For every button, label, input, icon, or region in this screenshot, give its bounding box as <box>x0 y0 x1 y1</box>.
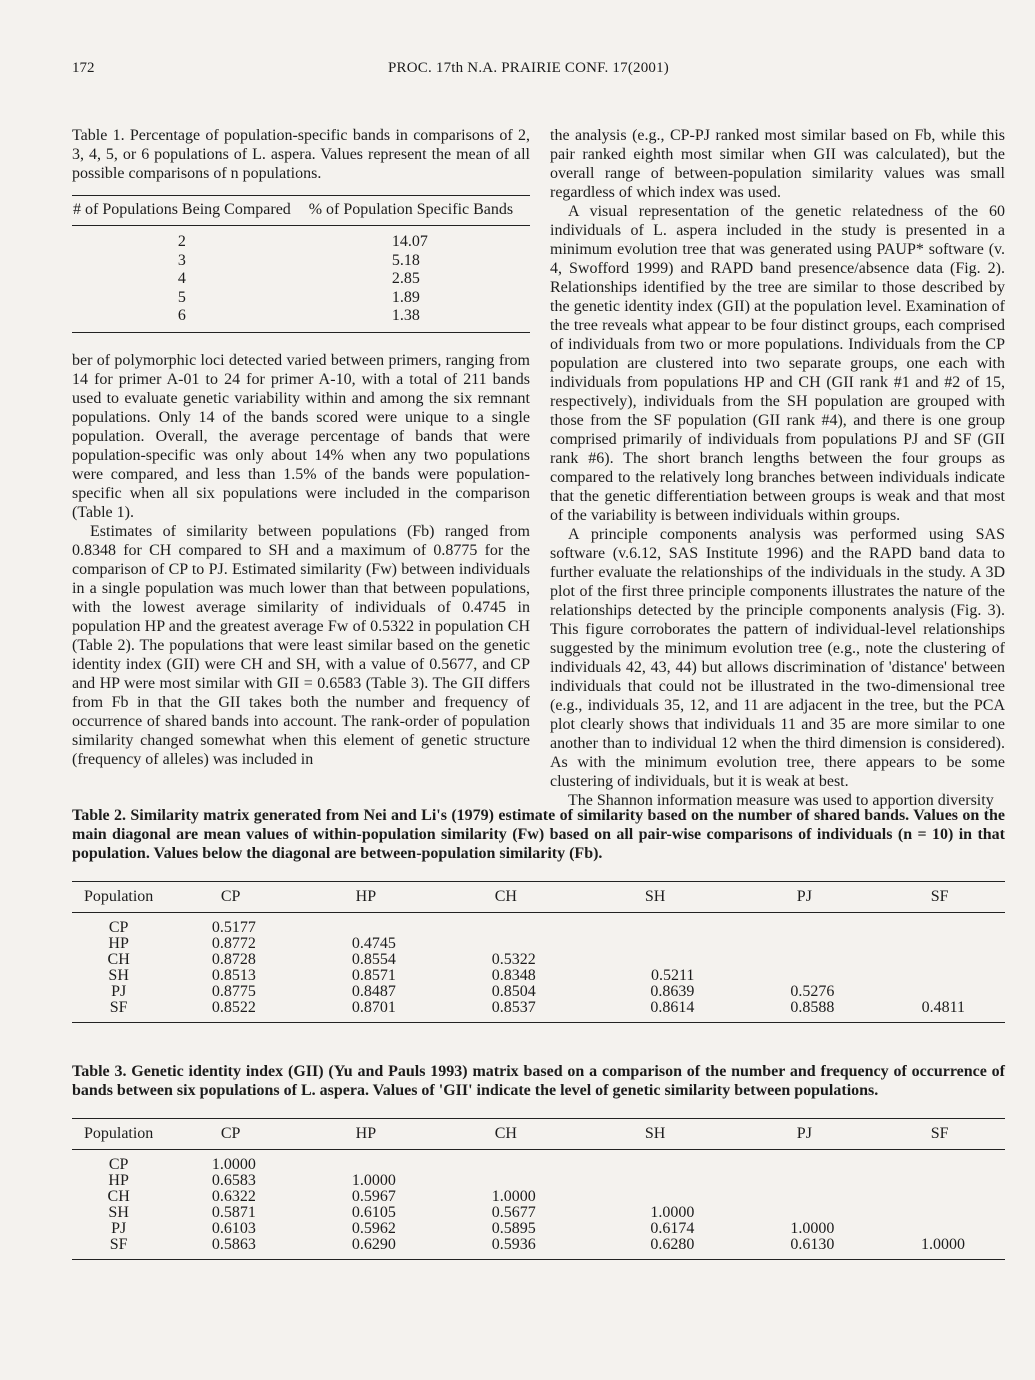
table3-row-label: SH <box>108 1204 129 1221</box>
right-column <box>550 126 1005 810</box>
table3-cell: 0.6583 <box>211 1172 256 1189</box>
table3-cell: 0.6105 <box>351 1204 396 1221</box>
table3-cell <box>576 1150 735 1174</box>
table3-cell <box>734 1150 874 1174</box>
table3-row-label: CP <box>108 1156 129 1173</box>
table2-cell: 0.8348 <box>491 967 536 984</box>
table2-row-label: PJ <box>111 983 127 1000</box>
table2-cell <box>874 984 1005 1000</box>
table3-cell: 0.6174 <box>650 1220 695 1237</box>
table-row <box>72 1150 1005 1174</box>
table2-cell <box>436 913 576 937</box>
table3-header: CP <box>220 1125 241 1142</box>
table3-cell: 1.0000 <box>351 1172 396 1189</box>
table-row <box>72 936 1005 952</box>
table1-row <box>72 289 530 308</box>
table1-col1-header: # of Populations Being Compared <box>73 201 291 218</box>
table2 <box>72 881 1005 1023</box>
table1-cell-pct: 1.38 <box>292 307 530 332</box>
table2-cell: 0.8571 <box>351 967 396 984</box>
table3-cell: 0.5677 <box>491 1204 536 1221</box>
table-row <box>72 1000 1005 1023</box>
table3-cell: 1.0000 <box>491 1188 536 1205</box>
table3-row-label: HP <box>108 1172 129 1189</box>
table3-cell <box>874 1173 1005 1189</box>
table3-cell <box>874 1221 1005 1237</box>
table-row <box>72 1221 1005 1237</box>
table1-cell-n: 5 <box>177 288 186 306</box>
table1 <box>72 195 530 333</box>
table3-cell <box>734 1205 874 1221</box>
body-paragraph: A visual representation of the genetic relatedness of the 60 individuals of L. aspera included in the study is presented in a minimum evolution tree that was generated using PAUP* software (v. 4, Swofford 1999) and RAPD band presence/absence data (Fig. 2). Relationships identified by the tree are similar to those described by the genetic identity index (GII) at the population level. Examination of the tree reveals what appear to be four distinct groups, each comprised of individuals from two or more populations. Individuals from the CP population are clustered into two separate groups, one each with individuals from populations HP and CH (GII rank #1 and #2 of 15, respectively), individuals from the SH population are grouped with those from the SF population (GII rank #4), and there is one group comprised primarily of individuals from populations PJ and SF (GII rank #6). The short branch lengths between the four groups as compared to the relatively long branches between individuals indicate that the genetic differentiation between groups is weak and that most of the variability is between individuals within groups. <box>550 203 1005 524</box>
body-paragraph: the analysis (e.g., CP-PJ ranked most similar based on Fb, while this pair ranked eighth most similar when GII was calculated), but the overall range of between-population similarity values was small regardless of which index was used. <box>550 127 1005 201</box>
table3-header: SF <box>930 1125 949 1142</box>
table2-cell: 0.8614 <box>576 1000 735 1023</box>
left-column <box>72 126 530 769</box>
table3-cell: 0.5967 <box>351 1188 396 1205</box>
table2-cell: 0.4745 <box>351 935 396 952</box>
table3-cell <box>874 1205 1005 1221</box>
table2-cell <box>874 968 1005 984</box>
table3-cell: 0.6290 <box>296 1237 436 1260</box>
table3 <box>72 1118 1005 1260</box>
table3-row-label: CH <box>107 1188 130 1205</box>
table3-header: Population <box>83 1125 154 1142</box>
table1-row <box>72 270 530 289</box>
table1-cell-n: 3 <box>177 251 186 269</box>
table3-header: PJ <box>796 1125 812 1142</box>
table3-cell: 1.0000 <box>650 1204 695 1221</box>
table1-row <box>72 252 530 271</box>
table-row <box>72 1237 1005 1260</box>
table1-row <box>72 226 530 252</box>
table-row <box>72 1189 1005 1205</box>
table3-cell: 0.5936 <box>436 1237 576 1260</box>
table2-cell <box>734 968 874 984</box>
table1-caption: Table 1. Percentage of population-specific bands in comparisons of 2, 3, 4, 5, or 6 populations of L. aspera. Values represent the mean of all possible comparisons of n populations. <box>72 127 530 182</box>
table2-cell <box>576 936 735 952</box>
table2-cell: 0.8639 <box>650 983 695 1000</box>
table2-cell <box>874 913 1005 937</box>
table3-cell <box>296 1150 436 1174</box>
table1-cell-pct: 1.89 <box>391 288 420 306</box>
table2-cell <box>436 936 576 952</box>
table3-cell: 1.0000 <box>790 1220 835 1237</box>
table1-cell-pct: 2.85 <box>391 270 420 287</box>
table-row <box>72 913 1005 937</box>
table3-cell: 0.6103 <box>211 1220 256 1237</box>
table2-cell: 0.8701 <box>296 1000 436 1023</box>
table2-row-label: SF <box>72 1000 165 1023</box>
table2-cell: 0.5211 <box>650 967 695 984</box>
table2-cell: 0.4811 <box>874 1000 1005 1023</box>
table-row <box>72 1173 1005 1189</box>
table2-cell: 0.8504 <box>491 983 536 1000</box>
table3-cell <box>576 1173 735 1189</box>
table3-cell: 0.6130 <box>734 1237 874 1260</box>
table3-row-label: SF <box>72 1237 165 1260</box>
table2-cell: 0.8513 <box>211 967 256 984</box>
table3-cell <box>874 1150 1005 1174</box>
table2-cell <box>734 936 874 952</box>
table2-header: HP <box>355 888 377 905</box>
table2-cell: 0.8487 <box>351 983 396 1000</box>
table2-row-label: CH <box>107 951 130 968</box>
table3-block <box>72 1062 1005 1260</box>
table2-cell: 0.8554 <box>351 951 396 968</box>
table2-cell: 0.8728 <box>211 951 256 968</box>
table2-cell: 0.8522 <box>165 1000 296 1023</box>
table1-cell-pct: 5.18 <box>391 251 420 269</box>
table2-header: CH <box>494 888 517 905</box>
table2-cell <box>576 952 735 968</box>
table3-cell <box>734 1173 874 1189</box>
table1-cell-n: 6 <box>72 307 292 332</box>
table2-cell: 0.5177 <box>211 919 256 936</box>
table2-cell: 0.8772 <box>211 935 256 952</box>
table-row <box>72 984 1005 1000</box>
table-row <box>72 968 1005 984</box>
table2-header: CP <box>220 888 241 905</box>
page-number: 172 <box>72 60 95 76</box>
table3-cell <box>436 1150 576 1174</box>
table2-header: Population <box>83 888 154 905</box>
running-head: PROC. 17th N.A. PRAIRIE CONF. 17(2001) <box>388 60 670 76</box>
table2-row-label: HP <box>108 935 129 952</box>
table3-header: CH <box>494 1125 517 1142</box>
table3-caption: Table 3. Genetic identity index (GII) (Yu and Pauls 1993) matrix based on a comparison of the number and frequency of occurrence of bands between six populations of L. aspera. Values of 'GII' indicate the level of genetic similarity between populations. <box>72 1063 1005 1099</box>
table2-header: SH <box>644 888 666 905</box>
table3-cell: 0.6280 <box>576 1237 735 1260</box>
table3-cell: 0.6322 <box>211 1188 256 1205</box>
table3-cell <box>436 1173 576 1189</box>
table2-cell <box>734 952 874 968</box>
table3-cell: 1.0000 <box>874 1237 1005 1260</box>
table3-cell <box>874 1189 1005 1205</box>
table2-cell <box>874 952 1005 968</box>
table1-cell-pct: 14.07 <box>391 233 428 250</box>
table2-header: PJ <box>796 888 812 905</box>
body-paragraph: A principle components analysis was performed using SAS software (v.6.12, SAS Institute 1996) and the RAPD band data to further evaluate the relationships of the individuals in the study. A 3D plot of the first three principle components illustrates the nature of the relationships detected by the principle components analysis (Fig. 3). This figure corroborates the pattern of individual-level relationships suggested by the minimum evolution tree (e.g., note the clustering of individuals 42, 43, 44) but allows discrimination of 'distance' between individuals that could not be illustrated in the two-dimensional tree (e.g., individuals 35, 12, and 11 are adjacent in the tree, but the PCA plot clearly shows that individuals 11 and 35 are more similar to one another than to individual 12 when the third dimension is considered). As with the minimum evolution tree, there appears to be some clustering of individuals, but it is weak at best. <box>550 526 1005 790</box>
table1-cell-n: 4 <box>177 270 186 287</box>
table3-cell: 0.5871 <box>211 1204 256 1221</box>
table2-cell: 0.8537 <box>436 1000 576 1023</box>
table1-row <box>72 307 530 332</box>
table3-header: SH <box>644 1125 666 1142</box>
table2-cell <box>734 913 874 937</box>
table2-cell: 0.8775 <box>211 983 256 1000</box>
body-paragraph: ber of polymorphic loci detected varied between primers, ranging from 14 for primer A-01 to 24 for primer A-10, with a total of 211 bands used to evaluate genetic variability within and among the six remnant populations. Only 14 of the bands scored were unique to a single population. Overall, the average percentage of bands that were population-specific was only about 14% when any two populations were compared, and less than 1.5% of the bands were population-specific when all six populations were included in the comparison (Table 1). <box>72 351 530 521</box>
table2-cell: 0.8588 <box>734 1000 874 1023</box>
table2-header: SF <box>930 888 949 905</box>
table3-cell <box>734 1189 874 1205</box>
table2-block <box>72 806 1005 1023</box>
table3-cell <box>576 1189 735 1205</box>
table3-cell: 1.0000 <box>211 1156 256 1173</box>
table3-row-label: PJ <box>111 1220 127 1237</box>
table3-cell: 0.5895 <box>491 1220 536 1237</box>
table3-cell: 0.5962 <box>351 1220 396 1237</box>
table2-row-label: CP <box>108 919 129 936</box>
table3-header: HP <box>355 1125 377 1142</box>
table3-cell: 0.5863 <box>165 1237 296 1260</box>
table2-cell: 0.5322 <box>491 951 536 968</box>
body-paragraph: Estimates of similarity between populations (Fb) ranged from 0.8348 for CH compared to SH and a maximum of 0.8775 for the comparison of CP to PJ. Estimated similarity (Fw) between individuals in a single population was much lower than that between populations, with the lowest average similarity of individuals of 0.4745 in population HP and the greatest average Fw of 0.5322 in population CH (Table 2). The populations that were least similar based on the genetic identity index (GII) were CH and SH, with a value of 0.5677, and CP and HP were most similar with GII = 0.6583 (Table 3). The GII differs from Fb in that the GII takes both the number and frequency of occurrence of shared bands into account. The rank-order of population similarity changed somewhat when this element of genetic structure (frequency of alleles) was included in <box>72 522 530 768</box>
table1-col2-header: % of Population Specific Bands <box>308 201 514 218</box>
table2-cell <box>576 913 735 937</box>
table2-row-label: SH <box>108 967 129 984</box>
table2-cell <box>296 913 436 937</box>
table-row <box>72 1205 1005 1221</box>
body-paragraph: The Shannon information measure was used to apportion diversity <box>568 792 994 809</box>
table-row <box>72 952 1005 968</box>
table2-cell: 0.5276 <box>790 983 835 1000</box>
table2-caption: Table 2. Similarity matrix generated from Nei and Li's (1979) estimate of similarity based on the number of shared bands. Values on the main diagonal are mean values of within-population similarity (Fw) based on all pair-wise comparisons of individuals (n = 10) in that population. Values below the diagonal are between-population similarity (Fb). <box>72 807 1005 862</box>
table2-cell <box>874 936 1005 952</box>
table1-cell-n: 2 <box>177 233 186 250</box>
